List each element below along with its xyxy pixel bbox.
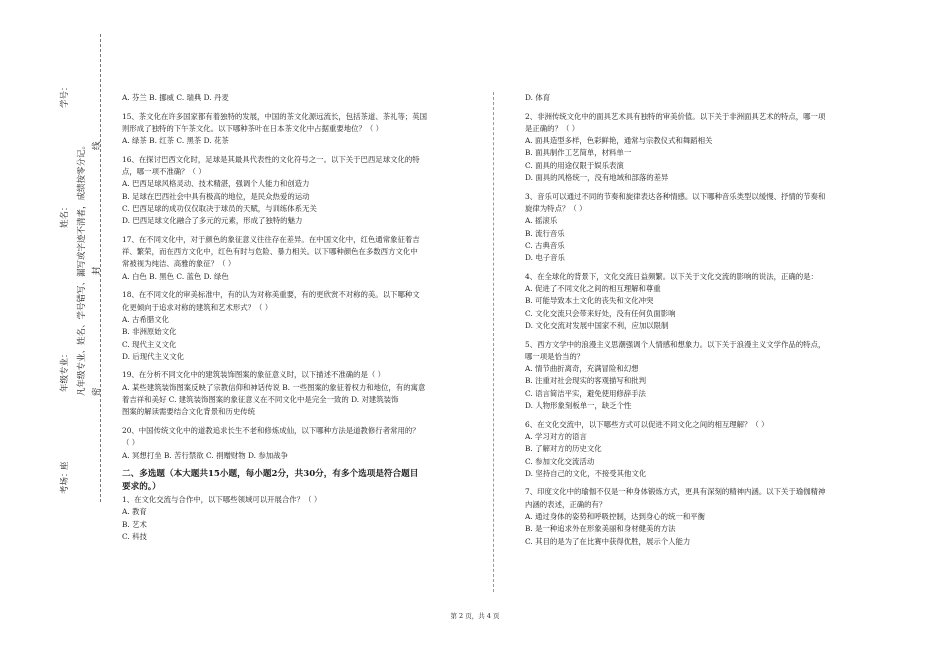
question-line: 内涵的表述，正确的有？ bbox=[525, 499, 607, 509]
page-footer: 第 2 页，共 4 页 bbox=[450, 612, 500, 620]
question-line: A. 芬兰 B. 挪威 C. 瑞典 D. 丹麦 bbox=[122, 93, 229, 102]
seat-label: 座 bbox=[60, 461, 70, 470]
binding-notice: 凡年级专业、姓名、学号错写、漏写或字迹不清者，成绩按零分记。 bbox=[77, 140, 87, 396]
question-line: B. 流行音乐 bbox=[525, 228, 565, 238]
binding-cut-line bbox=[100, 34, 101, 502]
question-line: A. 白色 B. 黑色 C. 蓝色 D. 绿色 bbox=[122, 271, 229, 281]
question-line: A. 巴西足球风格灵动、技术精湛，强调个人能力和创造力 bbox=[122, 179, 310, 189]
question-line: D. 体育 bbox=[525, 93, 551, 102]
question-line: 图案的解读需要结合文化背景和历史传统 bbox=[122, 407, 256, 417]
question-line: 是正确的？（ ） bbox=[525, 123, 580, 133]
question-line: D. 后现代主义文化 bbox=[122, 351, 185, 361]
question-line: 18、在不同文化的审美标准中，有的认为对称美重要，有的更欣赏不对称的美。以下哪种文 bbox=[122, 290, 420, 300]
question-line: A. 通过身体的姿势和呼吸控制，达到身心的统一和平衡 bbox=[525, 511, 706, 521]
question-line: 哪一项是恰当的？ bbox=[525, 351, 585, 361]
question-line: 3、音乐可以通过不同的节奏和旋律表达各种情感。以下哪种音乐类型以缓慢、抒情的节奏和 bbox=[525, 191, 826, 201]
id-label: 学号： bbox=[60, 82, 70, 108]
right-column bbox=[525, 92, 870, 548]
question-line: A. 绿茶 B. 红茶 C. 黑茶 D. 花茶 bbox=[122, 136, 229, 146]
question-line: 19、在分析不同文化中的建筑装饰图案的象征意义时，以下描述不准确的是（ ） bbox=[122, 370, 386, 380]
seal-mark-feng: 封 bbox=[92, 266, 102, 275]
question-line: B. 面具制作工艺简单，材料单一 bbox=[525, 148, 632, 158]
question-line: A. 摇滚乐 bbox=[525, 216, 558, 226]
left-column bbox=[122, 92, 467, 543]
question-line: A. 面具造型多样，色彩鲜艳，通常与宗教仪式和舞蹈相关 bbox=[525, 136, 713, 146]
question-line: 4、在全球化的背景下，文化交流日益频繁。以下关于文化交流的影响的说法，正确的是： bbox=[525, 271, 818, 281]
question-line: 6、在文化交流中，以下哪些方式可以促进不同文化之间的相互理解？（ ） bbox=[525, 419, 769, 429]
question-line: B. 注重对社会现实的客观描写和批判 bbox=[525, 376, 646, 386]
exam-room-label: 考场： bbox=[60, 468, 70, 494]
question-line: B. 了解对方的历史文化 bbox=[525, 444, 602, 454]
question-line: A. 促进了不同文化之间的相互理解和尊重 bbox=[525, 284, 661, 294]
question-line: A. 某些建筑装饰图案反映了宗教信仰和神话传说 B. 一些图案的象征着权力和地位，有的寓意 bbox=[122, 382, 426, 392]
question-line: 化更倾向于追求对称的建筑和艺术形式？（ ） bbox=[122, 302, 273, 312]
question-line: 5、西方文学中的浪漫主义思潮强调个人情感和想象力。以下关于浪漫主义文学作品的特点， bbox=[525, 339, 826, 349]
question-line: C. 参加文化交流活动 bbox=[525, 456, 595, 466]
question-line: A. 冥想打坐 B. 苦行禁欲 C. 捐赠财物 D. 参加战争 bbox=[122, 450, 288, 460]
seal-mark-xian: 线 bbox=[92, 141, 102, 150]
question-line: C. 面具的用途仅限于娱乐表演 bbox=[525, 160, 624, 170]
question-line: D. 文化交流对发展中国家不利，应加以限制 bbox=[525, 320, 669, 330]
question-line: 7、印度文化中的瑜伽不仅是一种身体锻炼方式，更具有深刻的精神内涵。以下关于瑜伽精神 bbox=[525, 487, 826, 497]
question-line: D. 坚持自己的文化，不接受其他文化 bbox=[525, 468, 647, 478]
question-line: 常被视为纯洁、高雅的象征？（ ） bbox=[122, 259, 236, 269]
question-line: A. 古希腊文化 bbox=[122, 314, 169, 324]
question-line: C. 文化交流只会带来好处，没有任何负面影响 bbox=[525, 308, 676, 318]
question-line: C. 其目的是为了在比赛中获得优胜，展示个人能力 bbox=[525, 536, 691, 546]
name-label: 姓名： bbox=[60, 202, 70, 228]
question-line: 17、在不同文化中，对于颜色的象征意义往往存在差异。在中国文化中，红色通常象征着吉 bbox=[122, 234, 420, 244]
question-line: B. 是一种追求外在形象美丽和身材健美的方法 bbox=[525, 524, 676, 534]
column-divider bbox=[493, 92, 494, 592]
seal-mark-mi: 密 bbox=[92, 387, 102, 396]
question-line: C. 古典音乐 bbox=[525, 240, 565, 250]
question-line: D. 人物形象刻板单一，缺乏个性 bbox=[525, 401, 632, 411]
question-line: C. 巴西足球的成功仅仅取决于球员的天赋，与训练体系无关 bbox=[122, 203, 317, 213]
question-line: （ ） bbox=[122, 438, 140, 448]
question-line: 旋律为特点？（ ） bbox=[525, 203, 587, 213]
question-line: C. 语言简洁平实，避免使用修辞手法 bbox=[525, 388, 646, 398]
question-line: B. 艺术 bbox=[122, 519, 147, 529]
question-line: 2、非洲传统文化中的面具艺术具有独特的审美价值。以下关于非洲面具艺术的特点，哪一项 bbox=[525, 111, 826, 121]
question-line: D. 电子音乐 bbox=[525, 253, 565, 263]
question-line: A. 情节曲折离奇，充满冒险和幻想 bbox=[525, 364, 639, 374]
question-line: B. 非洲原始文化 bbox=[122, 327, 177, 337]
major-label: 年级专业： bbox=[60, 349, 70, 392]
binding-margin bbox=[0, 0, 110, 672]
question-line: C. 现代主义文化 bbox=[122, 339, 177, 349]
question-line: 20、中国传统文化中的道教追求长生不老和修炼成仙，以下哪种方法是道教修行者常用的？ bbox=[122, 425, 420, 435]
question-line: A. 学习对方的语言 bbox=[525, 431, 587, 441]
question-line: D. 巴西足球文化融合了多元的元素，形成了独特的魅力 bbox=[122, 216, 303, 226]
section-heading: 要求的。） bbox=[122, 482, 161, 493]
question-line: D. 面具的风格统一，没有地域和部落的差异 bbox=[525, 173, 669, 183]
question-line: 着吉祥和美好 C. 建筑装饰图案的象征意义在不同文化中是完全一致的 D. 对建筑装饰 bbox=[122, 395, 399, 405]
question-line: 祥、繁荣，而在西方文化中，红色有时与危险、暴力相关。以下哪种颜色在多数西方文化中 bbox=[122, 247, 418, 257]
question-line: B. 足球在巴西社会中具有极高的地位，是民众热爱的运动 bbox=[122, 191, 310, 201]
section-heading: 二、多选题（本大题共15小题，每小题2分，共30分，有多个选项是符合题目 bbox=[122, 469, 419, 480]
question-line: A. 教育 bbox=[122, 507, 147, 517]
question-line: C. 科技 bbox=[122, 531, 147, 541]
question-line: 点，哪一项不准确？（ ） bbox=[122, 167, 206, 177]
question-line: 1、在文化交流与合作中，以下哪些领域可以开展合作？（ ） bbox=[122, 495, 322, 505]
question-line: 16、在探讨巴西文化时，足球是其最具代表性的文化符号之一。以下关于巴西足球文化的特 bbox=[122, 154, 420, 164]
question-line: 则形成了独特的下午茶文化。以下哪种茶叶在日本茶文化中占据重要地位？（ ） bbox=[122, 123, 384, 133]
question-line: 15、茶文化在许多国家都有着独特的发展，中国的茶文化源远流长，包括茶道、茶礼等；英国 bbox=[122, 111, 428, 121]
question-line: B. 可能导致本土文化的丧失和文化冲突 bbox=[525, 296, 654, 306]
